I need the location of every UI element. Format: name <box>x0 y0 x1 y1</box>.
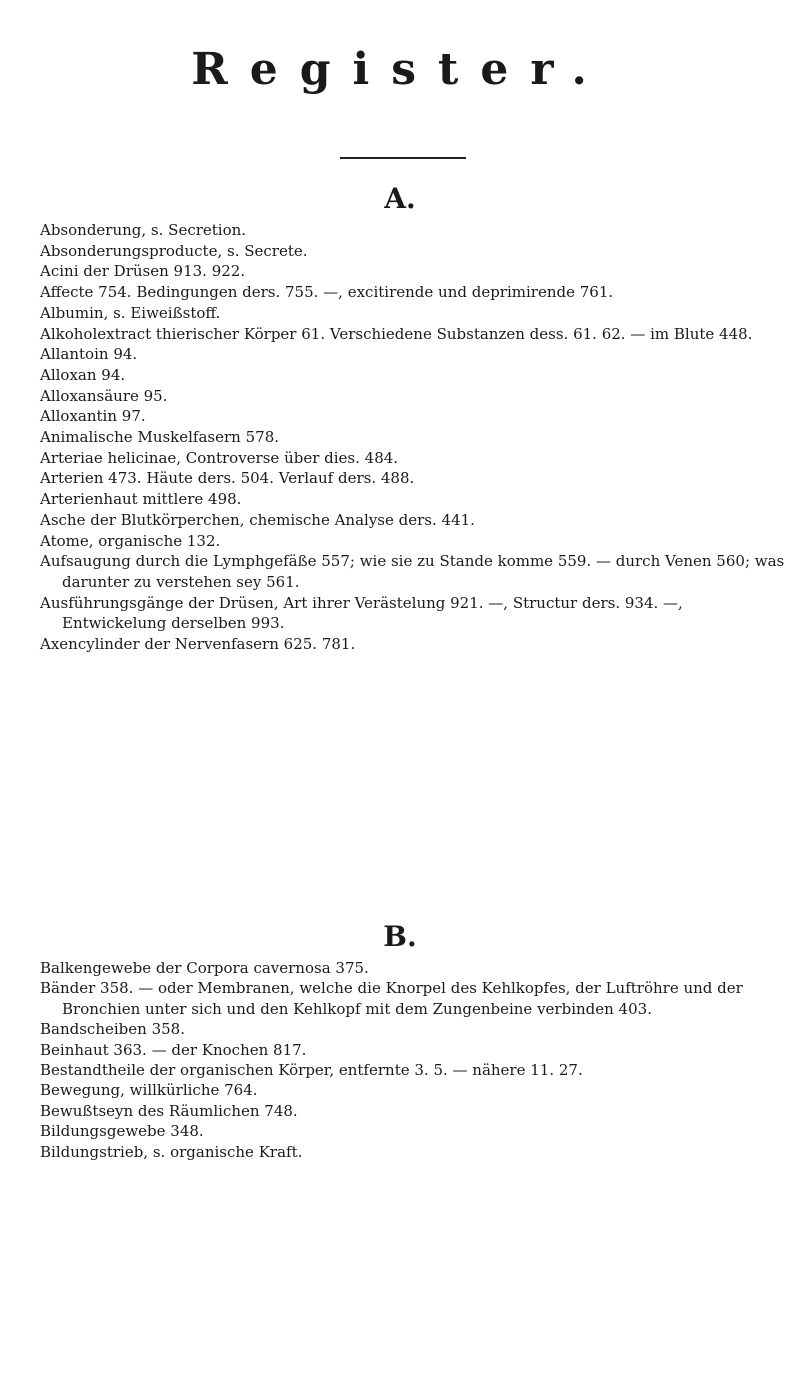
index-entry: Alloxansäure 95. <box>40 386 168 405</box>
index-entry: Arteriae helicinae, Controverse über dies. 484. <box>40 448 399 467</box>
title-divider <box>340 157 466 159</box>
index-entry: Arterienhaut mittlere 498. <box>40 490 242 509</box>
index-entry: Bildungsgewebe 348. <box>40 1122 204 1141</box>
index-entry: Ausführungsgänge der Drüsen, Art ihrer Verästelung 921. —, Structur ders. 934. —, Entwickelung derselben 993. <box>40 593 683 633</box>
section-heading-b: B. <box>383 920 417 953</box>
index-entry: Axencylinder der Nervenfasern 625. 781. <box>40 635 356 654</box>
index-entry: Absonderung, s. Secretion. <box>40 221 247 239</box>
index-entry: Alloxan 94. <box>40 365 126 384</box>
index-entry: Atome, organische 132. <box>40 531 221 550</box>
index-entry: Bandscheiben 358. <box>40 1020 185 1039</box>
index-entry: Alloxantin 97. <box>40 407 146 426</box>
entry-list-a <box>40 220 785 655</box>
index-entry: Bildungstrieb, s. organische Kraft. <box>40 1142 303 1161</box>
index-entry: Affecte 754. Bedingungen ders. 755. —, excitirende und deprimirende 761. <box>40 283 614 302</box>
index-entry: Arterien 473. Häute ders. 504. Verlauf ders. 488. <box>40 469 415 488</box>
index-entry: Animalische Muskelfasern 578. <box>40 428 280 447</box>
index-entry: Albumin, s. Eiweißstoff. <box>40 303 221 322</box>
index-entry: Absonderungsproducte, s. Secrete. <box>40 241 308 260</box>
page-title: Register. <box>191 44 609 95</box>
index-entry: Balkengewebe der Corpora cavernosa 375. <box>40 959 369 977</box>
index-entry: Bewußtseyn des Räumlichen 748. <box>40 1101 298 1120</box>
index-entry: Alkoholextract thierischer Körper 61. Verschiedene Substanzen dess. 61. 62. — im Blute 448. <box>40 324 753 343</box>
index-entry: Bewegung, willkürliche 764. <box>40 1081 258 1100</box>
index-entry: Beinhaut 363. — der Knochen 817. <box>40 1040 307 1059</box>
entry-list-b <box>40 958 785 1162</box>
index-entry: Allantoin 94. <box>40 345 138 364</box>
index-entry: Asche der Blutkörperchen, chemische Analyse ders. 441. <box>40 510 475 529</box>
index-entry: Aufsaugung durch die Lymphgefäße 557; wie sie zu Stande komme 559. — durch Venen 560; was darunter zu verstehen sey 561. <box>40 552 785 591</box>
index-entry: Acini der Drüsen 913. 922. <box>40 262 246 281</box>
section-heading-a: A. <box>384 182 416 215</box>
index-entry: Bänder 358. — oder Membranen, welche die Knorpel des Kehlkopfes, der Luftröhre und der Bronchien unter sich und den Kehlkopf mit dem Zungenbeine verbinden 403. <box>40 979 743 1018</box>
index-entry: Bestandtheile der organischen Körper, entfernte 3. 5. — nähere 11. 27. <box>40 1061 583 1080</box>
